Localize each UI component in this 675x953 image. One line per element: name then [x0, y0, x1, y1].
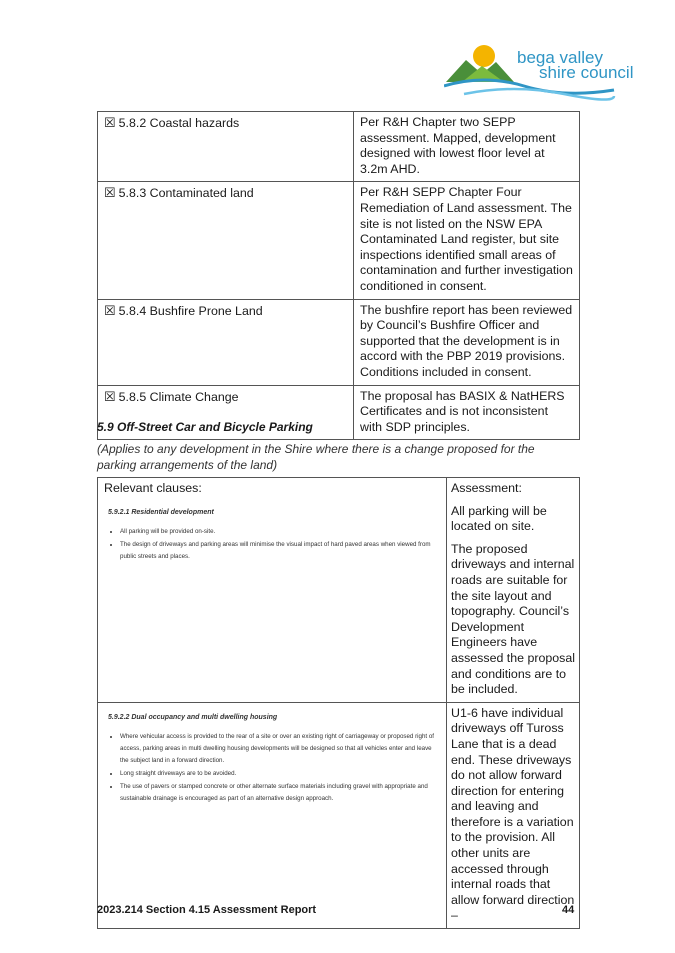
clause-bullets — [104, 731, 440, 805]
checkbox-checked-icon: ☒ — [104, 115, 116, 130]
assessment-text: The proposed driveways and internal roads are suitable for the site layout and topography. Council’s Development Engineers have assessed the proposal and conditions are to be included. — [451, 541, 575, 697]
list-item: • The use of pavers or stamped concrete or other alternate surface materials including gravel with appropriate and sustainable drainage is encouraged as part of an alternative design approach. — [120, 781, 440, 805]
table-row — [98, 182, 580, 299]
table-row — [98, 478, 580, 703]
list-item: • Long straight driveways are to be avoided. — [120, 768, 440, 780]
hazards-table — [97, 111, 580, 440]
assessment-text: U1-6 have individual driveways off Tuross Lane that is a dead end. These driveways do not allow forward direction for entering and leaving and therefore is a variation to the provision. All other units are accessed through internal roads that allow forward direction – — [447, 702, 580, 928]
table-row — [98, 299, 580, 385]
assessment-cell: Per R&H Chapter two SEPP assessment. Mapped, development designed with lowest floor level at 3.2m AHD. — [354, 112, 580, 182]
logo-line-1: bega valley — [517, 48, 604, 67]
list-item: • The design of driveways and parking areas will minimise the visual impact of hard paved areas when viewed from public streets and places. — [120, 539, 440, 563]
table-row — [98, 702, 580, 928]
section-note: (Applies to any development in the Shire where there is a change proposed for the parking arrangements of the land) — [97, 442, 535, 472]
clause-label: 5.8.2 Coastal hazards — [118, 116, 240, 130]
checkbox-checked-icon: ☒ — [104, 185, 116, 201]
list-item: • Where vehicular access is provided to the rear of a site or over an existing right of carriageway or proposed right of access, parking areas in multi dwelling housing developments will be designed so that all vehicles enter and leave the subject land in a forward direction. — [120, 731, 440, 767]
footer-report-title: 2023.214 Section 4.15 Assessment Report — [97, 904, 317, 916]
table-row — [98, 112, 580, 182]
assessment-text: All parking will be located on site. — [451, 503, 547, 534]
assessment-cell: Per R&H SEPP Chapter Four Remediation of Land assessment. The site is not listed on the NSW EPA Contaminated Land register, but site inspections identified small areas of contamination and further investigation conditioned in consent. — [354, 182, 580, 299]
assessment-header: Assessment: — [451, 481, 522, 495]
clause-heading: 5.9.2.2 Dual occupancy and multi dwelling housing — [108, 713, 278, 721]
parking-table — [97, 477, 580, 929]
clause-label: 5.8.3 Contaminated land — [118, 186, 254, 201]
clause-bullets — [104, 526, 440, 563]
assessment-cell: The bushfire report has been reviewed by Council’s Bushfire Officer and supported that the development is in accord with the PBP 2019 provisions. Conditions included in consent. — [354, 299, 580, 385]
clause-label: 5.8.4 Bushfire Prone Land — [118, 303, 263, 318]
relevant-clauses-header: Relevant clauses: — [104, 481, 202, 495]
assessment-cell: The proposal has BASIX & NatHERS Certificates and is not inconsistent with SDP principles. — [354, 385, 580, 440]
section-title: 5.9 Off-Street Car and Bicycle Parking — [97, 420, 313, 434]
checkbox-checked-icon: ☒ — [104, 302, 116, 318]
clause-heading: 5.9.2.1 Residential development — [108, 508, 214, 516]
logo-text — [517, 50, 634, 80]
list-item: • All parking will be provided on-site. — [120, 526, 440, 538]
checkbox-checked-icon: ☒ — [104, 388, 116, 404]
page-number: 44 — [562, 904, 575, 916]
clause-label: 5.8.5 Climate Change — [118, 389, 239, 404]
logo-line-2: shire council — [539, 63, 634, 82]
